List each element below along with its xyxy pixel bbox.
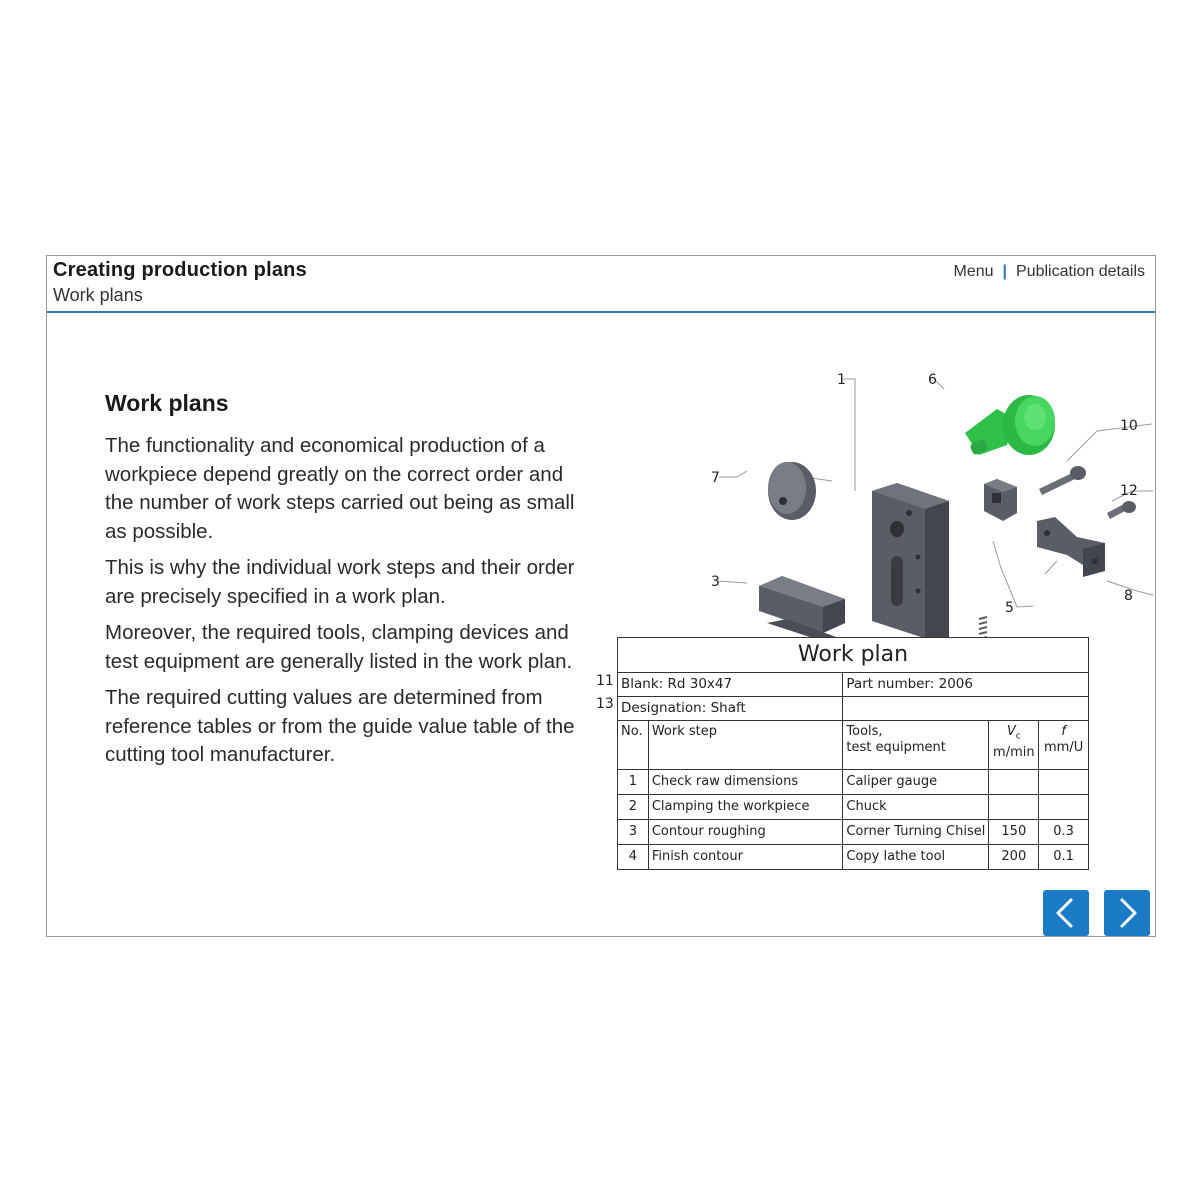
vc-subscript: c	[1015, 731, 1021, 742]
designation-cell: Designation: Shaft	[618, 697, 843, 721]
col-header-no: No.	[618, 721, 649, 770]
part-number-cell: Part number: 2006	[843, 673, 1089, 697]
f-unit: mm/U	[1044, 740, 1084, 755]
chevron-right-icon	[1110, 896, 1144, 930]
row-no: 1	[618, 770, 649, 795]
chevron-left-icon	[1049, 896, 1083, 930]
nav-separator: |	[1002, 263, 1008, 280]
callout-3: 3	[711, 574, 720, 590]
small-block	[984, 479, 1017, 521]
work-plan-table	[617, 637, 1089, 870]
section-heading: Work plans	[105, 390, 229, 416]
row-no: 2	[618, 795, 649, 820]
row-vc: 150	[989, 820, 1039, 845]
f-symbol: f	[1061, 724, 1066, 739]
paragraph-4: The required cutting values are determined from reference tables or from the guide value table of the cutting tool manufacturer.	[105, 686, 575, 766]
vc-symbol: V	[1006, 724, 1016, 739]
work-plan-title: Work plan	[618, 638, 1089, 673]
paragraph-2: This is why the individual work steps and their order are precisely specified in a work plan.	[105, 556, 575, 608]
spring	[979, 617, 987, 639]
table-row	[618, 795, 1089, 820]
row-tool: Copy lathe tool	[843, 845, 989, 870]
base-plate	[872, 483, 949, 639]
callout-12: 12	[1120, 483, 1138, 499]
angle-bracket	[1037, 517, 1105, 577]
next-page-button[interactable]	[1104, 890, 1150, 936]
callout-7: 7	[711, 470, 720, 486]
blank-cell: Blank: Rd 30x47	[618, 673, 843, 697]
course-title: Creating production plans	[53, 259, 307, 281]
row-step: Contour roughing	[648, 820, 843, 845]
row-vc	[989, 795, 1039, 820]
vc-unit: m/min	[993, 744, 1035, 760]
menu-link[interactable]: Menu	[953, 263, 994, 280]
col-header-step: Work step	[648, 721, 843, 770]
col-header-f	[1039, 721, 1089, 770]
callout-8: 8	[1124, 588, 1133, 604]
clamp-block	[759, 576, 847, 641]
row-step: Check raw dimensions	[648, 770, 843, 795]
publication-details-link[interactable]: Publication details	[1016, 263, 1145, 280]
col-header-tools-line1: Tools,	[846, 724, 883, 739]
row-no: 3	[618, 820, 649, 845]
table-row	[618, 820, 1089, 845]
row-no: 4	[618, 845, 649, 870]
row-f: 0.1	[1039, 845, 1089, 870]
row-vc: 200	[989, 845, 1039, 870]
col-header-vc	[989, 721, 1039, 770]
exploded-view-illustration	[587, 361, 1157, 641]
row-tool: Chuck	[843, 795, 989, 820]
row-step: Clamping the workpiece	[648, 795, 843, 820]
highlighted-green-part	[965, 395, 1055, 456]
header-bar	[47, 256, 1155, 313]
callout-1: 1	[837, 372, 846, 388]
screw-10	[1039, 466, 1086, 495]
work-plan-panel	[591, 637, 1091, 867]
row-vc	[989, 770, 1039, 795]
callout-6: 6	[928, 372, 937, 388]
top-nav	[954, 263, 1145, 281]
paragraph-1: The functionality and economical production of a workpiece depend greatly on the correct order and the number of work steps carried out being as small as possible.	[105, 434, 575, 543]
chapter-title: Work plans	[53, 285, 143, 305]
designation-blank-cell	[843, 697, 1089, 721]
table-row	[618, 770, 1089, 795]
callout-11: 11	[596, 673, 614, 689]
row-f: 0.3	[1039, 820, 1089, 845]
row-tool: Corner Turning Chisel	[843, 820, 989, 845]
screw-12	[1107, 501, 1136, 519]
col-header-tools	[843, 721, 989, 770]
round-disc	[768, 462, 816, 520]
body-text	[105, 432, 595, 778]
col-header-tools-line2: test equipment	[846, 740, 946, 755]
paragraph-3: Moreover, the required tools, clamping devices and test equipment are generally listed in the work plan.	[105, 621, 573, 673]
row-step: Finish contour	[648, 845, 843, 870]
callout-13: 13	[596, 696, 614, 712]
row-f	[1039, 770, 1089, 795]
previous-page-button[interactable]	[1043, 890, 1089, 936]
callout-10: 10	[1120, 418, 1138, 434]
content-frame	[46, 255, 1156, 937]
row-tool: Caliper gauge	[843, 770, 989, 795]
callout-5: 5	[1005, 600, 1014, 616]
row-f	[1039, 795, 1089, 820]
table-row	[618, 845, 1089, 870]
